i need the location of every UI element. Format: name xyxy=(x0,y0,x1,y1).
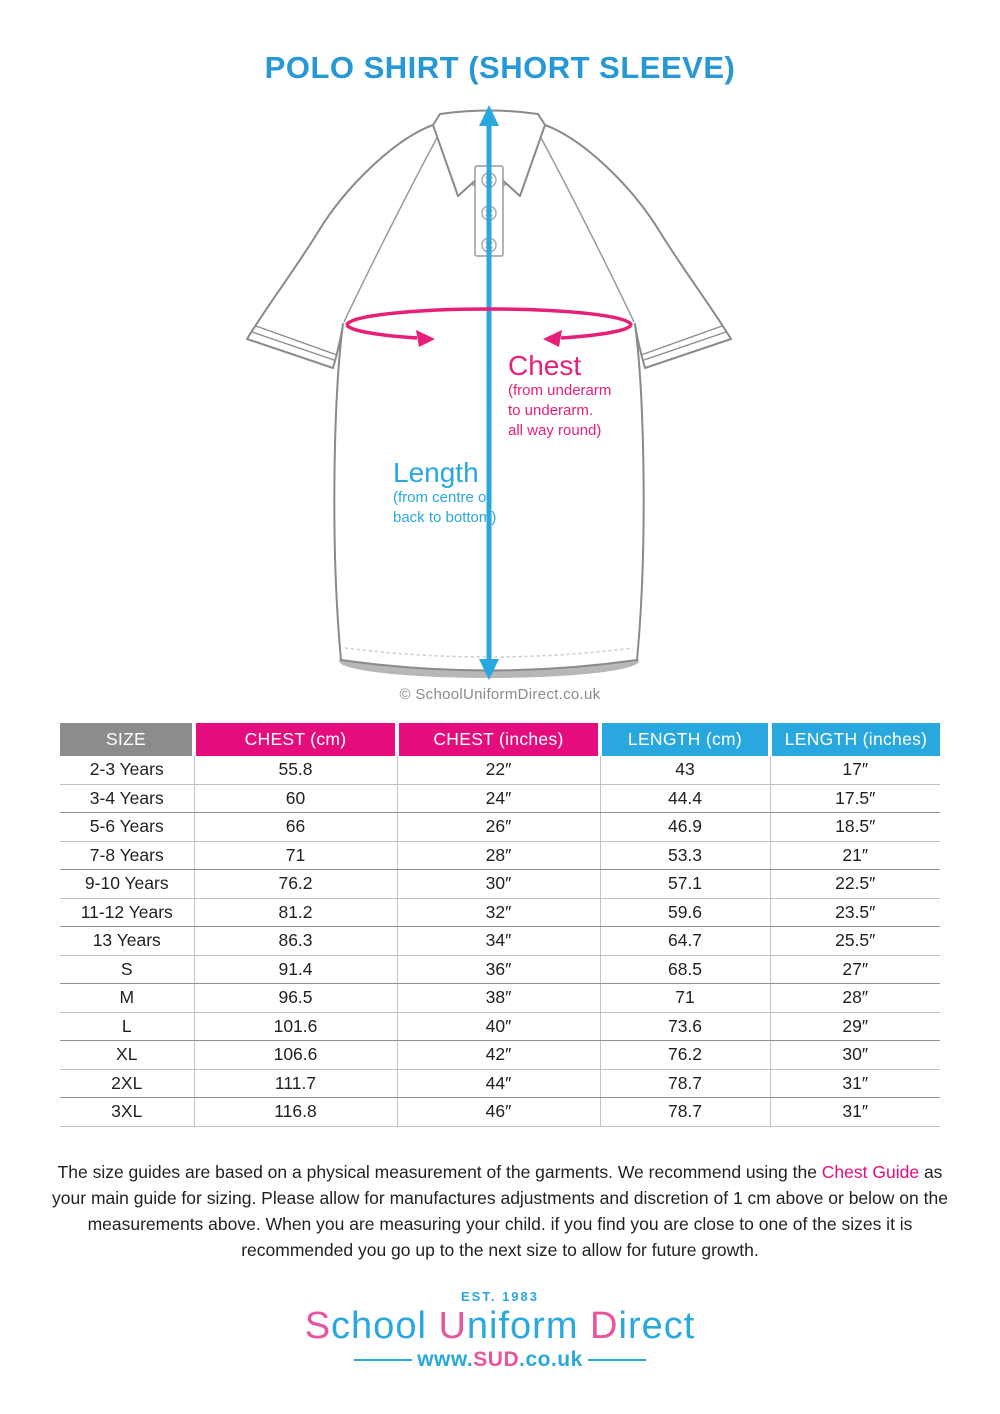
url-left-dash xyxy=(354,1359,412,1361)
table-cell: 3-4 Years xyxy=(60,784,194,813)
chest-sub-line-1: (from underarm xyxy=(508,382,612,399)
table-cell: 2-3 Years xyxy=(60,756,194,784)
size-table-body xyxy=(60,756,940,1126)
logo-segment: D xyxy=(590,1304,619,1347)
size-table-header-row xyxy=(60,723,940,756)
table-cell: 91.4 xyxy=(194,955,397,984)
table-cell: 30″ xyxy=(770,1041,940,1070)
table-cell: 76.2 xyxy=(600,1041,770,1070)
table-cell: 31″ xyxy=(770,1098,940,1127)
logo-segment: irect xyxy=(618,1304,696,1347)
table-cell: 17″ xyxy=(770,756,940,784)
chest-sub-line-2: to underarm. xyxy=(508,402,594,419)
table-cell: 64.7 xyxy=(600,927,770,956)
column-header: LENGTH (inches) xyxy=(770,723,940,756)
size-table xyxy=(60,723,940,1127)
table-cell: 27″ xyxy=(770,955,940,984)
table-cell: 81.2 xyxy=(194,898,397,927)
table-row xyxy=(60,1041,940,1070)
url-right-dash xyxy=(588,1359,646,1361)
copyright-text: © SchoolUniformDirect.co.uk xyxy=(399,686,601,703)
table-cell: 30″ xyxy=(397,870,600,899)
table-cell: 9-10 Years xyxy=(60,870,194,899)
table-cell: L xyxy=(60,1012,194,1041)
table-cell: 44″ xyxy=(397,1069,600,1098)
table-cell: 5-6 Years xyxy=(60,813,194,842)
table-cell: 57.1 xyxy=(600,870,770,899)
table-row xyxy=(60,1098,940,1127)
table-cell: 21″ xyxy=(770,841,940,870)
table-row xyxy=(60,756,940,784)
table-cell: 46.9 xyxy=(600,813,770,842)
table-cell: M xyxy=(60,984,194,1013)
table-cell: 66 xyxy=(194,813,397,842)
sizing-note xyxy=(40,1159,960,1263)
table-cell: 86.3 xyxy=(194,927,397,956)
logo-segment: SUD xyxy=(473,1347,520,1371)
table-cell: 42″ xyxy=(397,1041,600,1070)
table-cell: 7-8 Years xyxy=(60,841,194,870)
column-header: CHEST (cm) xyxy=(194,723,397,756)
table-cell: 111.7 xyxy=(194,1069,397,1098)
table-cell: 60 xyxy=(194,784,397,813)
table-cell: 116.8 xyxy=(194,1098,397,1127)
polo-diagram xyxy=(230,92,770,692)
table-cell: 28″ xyxy=(770,984,940,1013)
table-cell: 22.5″ xyxy=(770,870,940,899)
table-cell: 13 Years xyxy=(60,927,194,956)
table-cell: 96.5 xyxy=(194,984,397,1013)
table-cell: 29″ xyxy=(770,1012,940,1041)
table-cell: 76.2 xyxy=(194,870,397,899)
table-row xyxy=(60,784,940,813)
logo-segment: www. xyxy=(417,1347,474,1371)
table-cell: 38″ xyxy=(397,984,600,1013)
table-cell: 2XL xyxy=(60,1069,194,1098)
table-row xyxy=(60,813,940,842)
chest-label: Chest xyxy=(508,350,582,381)
table-cell: 71 xyxy=(194,841,397,870)
table-row xyxy=(60,898,940,927)
column-header: SIZE xyxy=(60,723,194,756)
column-header: CHEST (inches) xyxy=(397,723,600,756)
table-cell: 73.6 xyxy=(600,1012,770,1041)
table-cell: 31″ xyxy=(770,1069,940,1098)
table-cell: 32″ xyxy=(397,898,600,927)
polo-shirt-illustration xyxy=(230,92,770,692)
table-cell: 26″ xyxy=(397,813,600,842)
table-cell: 53.3 xyxy=(600,841,770,870)
page-title: POLO SHIRT (SHORT SLEEVE) xyxy=(264,50,736,85)
table-cell: 59.6 xyxy=(600,898,770,927)
length-sub-line-2: back to bottom) xyxy=(393,509,497,526)
brand-url-text xyxy=(417,1348,583,1372)
table-cell: 24″ xyxy=(397,784,600,813)
table-cell: 18.5″ xyxy=(770,813,940,842)
table-cell: 78.7 xyxy=(600,1069,770,1098)
chest-sub-line-3: all way round) xyxy=(508,422,602,439)
logo-segment: chool xyxy=(331,1304,439,1347)
table-row xyxy=(60,955,940,984)
table-row xyxy=(60,841,940,870)
established-text: EST. 1983 xyxy=(461,1288,539,1304)
table-row xyxy=(60,870,940,899)
table-cell: 68.5 xyxy=(600,955,770,984)
length-label: Length xyxy=(393,457,479,488)
table-row xyxy=(60,1069,940,1098)
table-row xyxy=(60,1012,940,1041)
brand-url xyxy=(0,1348,1000,1372)
table-cell: 78.7 xyxy=(600,1098,770,1127)
table-cell: 17.5″ xyxy=(770,784,940,813)
table-row xyxy=(60,927,940,956)
brand-logo xyxy=(0,1289,1000,1372)
sizing-note-text-after: as your main guide for sizing. Please allow for manufactures adjustments and discretion of 1 cm above or below on the measurements above. When you are measuring your child. if you find you are close to one of the sizes it is recommended you go up to the next size to allow for future growth. xyxy=(52,1161,948,1260)
table-cell: 40″ xyxy=(397,1012,600,1041)
table-cell: 25.5″ xyxy=(770,927,940,956)
table-cell: S xyxy=(60,955,194,984)
table-cell: 22″ xyxy=(397,756,600,784)
table-cell: XL xyxy=(60,1041,194,1070)
logo-segment: .co.uk xyxy=(519,1347,583,1371)
length-sub-line-1: (from centre of xyxy=(393,489,491,506)
table-cell: 101.6 xyxy=(194,1012,397,1041)
column-header: LENGTH (cm) xyxy=(600,723,770,756)
brand-logo-text xyxy=(0,1305,1000,1348)
table-cell: 36″ xyxy=(397,955,600,984)
logo-segment: niform xyxy=(466,1304,591,1347)
table-cell: 3XL xyxy=(60,1098,194,1127)
chest-guide-highlight: Chest Guide xyxy=(821,1161,920,1182)
table-cell: 106.6 xyxy=(194,1041,397,1070)
table-cell: 43 xyxy=(600,756,770,784)
table-cell: 71 xyxy=(600,984,770,1013)
logo-segment: U xyxy=(438,1304,467,1347)
logo-segment: S xyxy=(304,1304,332,1347)
table-cell: 46″ xyxy=(397,1098,600,1127)
sizing-note-text-before: The size guides are based on a physical measurement of the garments. We recommend using the xyxy=(57,1161,822,1182)
table-cell: 23.5″ xyxy=(770,898,940,927)
table-cell: 55.8 xyxy=(194,756,397,784)
table-cell: 11-12 Years xyxy=(60,898,194,927)
table-cell: 34″ xyxy=(397,927,600,956)
table-row xyxy=(60,984,940,1013)
table-cell: 44.4 xyxy=(600,784,770,813)
table-cell: 28″ xyxy=(397,841,600,870)
